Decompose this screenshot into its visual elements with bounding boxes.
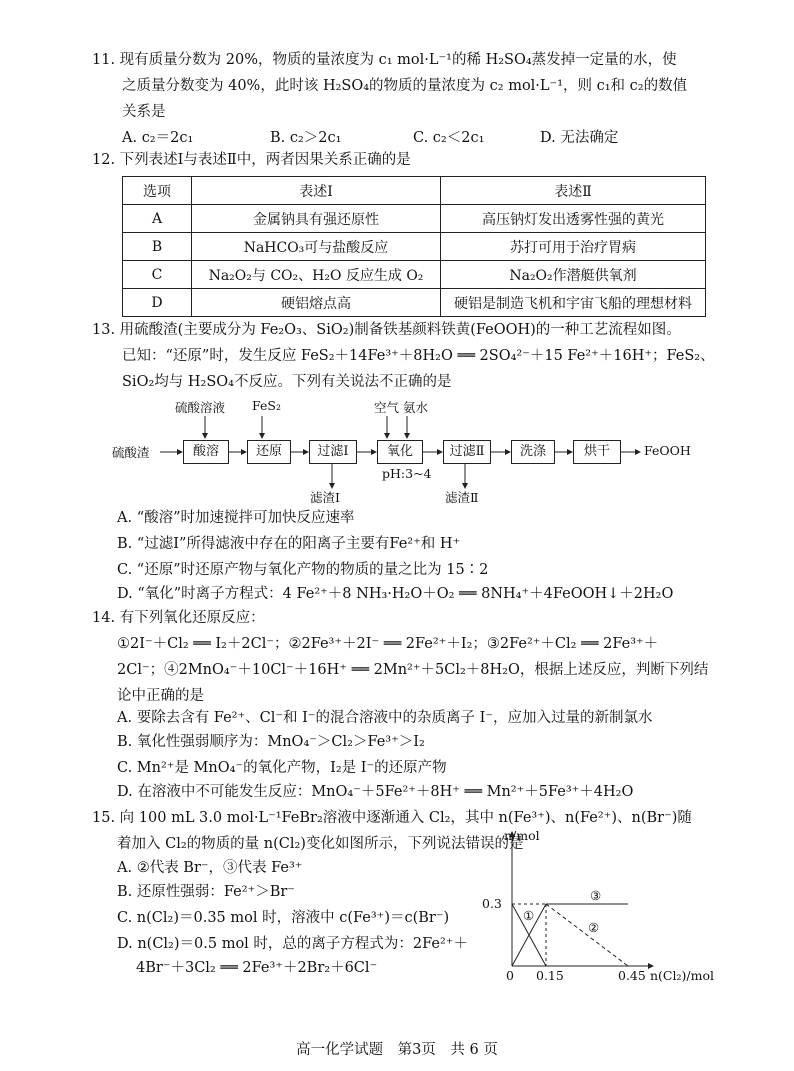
q13-line2: 已知：“还原”时，发生反应 FeS₂＋14Fe³⁺＋8H₂O ══ 2SO₄²⁻＋15 Fe²⁺＋16H⁺；FeS₂、 xyxy=(122,348,715,364)
table-cell: Na₂O₂与 CO₂、H₂O 反应生成 O₂ xyxy=(192,261,441,289)
table-cell: NaHCO₃可与盐酸反应 xyxy=(192,233,441,261)
flow-step: 烘干 xyxy=(573,440,621,464)
q15-line2: 着加入 Cl₂的物质的量 n(Cl₂)变化如图所示，下列说法错误的是 xyxy=(117,836,524,852)
q11-line1: 11. 现有质量分数为 20%，物质的量浓度为 c₁ mol·L⁻¹的稀 H₂SO₄蒸发掉一定量的水，使 xyxy=(92,52,677,68)
curve-label-2: ② xyxy=(588,920,600,935)
q11-option-b: B. c₂＞2c₁ xyxy=(270,130,342,146)
q15-option-c: C. n(Cl₂)＝0.35 mol 时，溶液中 c(Fe³⁺)＝c(Br⁻) xyxy=(117,910,450,926)
table-header-row xyxy=(123,177,706,205)
curve-label-1: ① xyxy=(523,908,535,923)
table-cell: 高压钠灯发出透雾性强的黄光 xyxy=(441,205,706,233)
table-header: 选项 xyxy=(123,177,192,205)
q14-option-c: C. Mn²⁺是 MnO₄⁻的氧化产物，I₂是 I⁻的还原产物 xyxy=(117,760,447,776)
q11-line2: 之质量分数变为 40%，此时该 H₂SO₄的物质的量浓度为 c₂ mol·L⁻¹，则 c₁和 c₂的数值 xyxy=(122,78,688,94)
flow-end-label: FeOOH xyxy=(644,443,691,458)
flow-step: 还原 xyxy=(247,440,291,464)
q13-option-c: C. “还原”时还原产物与氧化产物的物质的量之比为 15∶2 xyxy=(117,562,489,578)
flow-start-label: 硫酸渣 xyxy=(112,445,150,460)
q15-line1: 15. 向 100 mL 3.0 mol·L⁻¹FeBr₂溶液中逐渐通入 Cl₂，其中 n(Fe³⁺)、n(Fe²⁺)、n(Br⁻)随 xyxy=(92,810,692,826)
table-cell: 硬铝是制造飞机和宇宙飞船的理想材料 xyxy=(441,289,706,317)
q14-line1: 14. 有下列氧化还原反应： xyxy=(92,610,265,626)
table-row xyxy=(123,233,706,261)
q15-option-d-cont: 4Br⁻＋3Cl₂ ══ 2Fe³⁺＋2Br₂＋6Cl⁻ xyxy=(136,960,378,976)
flow-residue-label: 滤渣Ⅱ xyxy=(445,490,479,505)
flow-residue-label: 滤渣Ⅰ xyxy=(310,490,340,505)
graph-ylabel: n/mol xyxy=(504,828,540,843)
table-header: 表述Ⅱ xyxy=(441,177,706,205)
curve-2 xyxy=(546,904,628,966)
process-flow-diagram xyxy=(112,396,712,504)
q13-line1: 13. 用硫酸渣(主要成分为 Fe₂O₃、SiO₂)制备铁基颜料铁黄(FeOOH)的一种工艺流程如图。 xyxy=(92,322,681,338)
q14-line2: ①2I⁻＋Cl₂ ══ I₂＋2Cl⁻；②2Fe³⁺＋2I⁻ ══ 2Fe²⁺＋I₂；③2Fe²⁺＋Cl₂ ══ 2Fe³⁺＋ xyxy=(117,636,659,652)
q13-option-a: A. “酸溶”时加速搅拌可加快反应速率 xyxy=(117,510,355,526)
q11-option-d: D. 无法确定 xyxy=(540,130,619,146)
flow-input-label: FeS₂ xyxy=(252,398,281,413)
q15-option-d: D. n(Cl₂)＝0.5 mol 时，总的离子方程式为：2Fe²⁺＋ xyxy=(117,936,468,952)
q13-line3: SiO₂均与 H₂SO₄不反应。下列有关说法不正确的是 xyxy=(122,374,452,390)
q14-option-b: B. 氧化性强弱顺序为：MnO₄⁻＞Cl₂＞Fe³⁺＞I₂ xyxy=(117,734,425,750)
graph-xtick: 0.15 xyxy=(536,968,564,983)
flow-input-label: 硫酸溶液 xyxy=(175,400,226,415)
flow-step: 氧化 xyxy=(377,440,423,464)
q14-option-a: A. 要除去含有 Fe²⁺、Cl⁻和 I⁻的混合溶液中的杂质离子 I⁻，应加入过量的新制氯水 xyxy=(117,710,653,726)
flow-step: 过滤Ⅰ xyxy=(309,440,357,464)
q15-option-a: A. ②代表 Br⁻，③代表 Fe³⁺ xyxy=(117,860,303,876)
table-header: 表述Ⅰ xyxy=(192,177,441,205)
q11-option-a: A. c₂＝2c₁ xyxy=(122,130,194,146)
table-cell: 金属钠具有强还原性 xyxy=(192,205,441,233)
q13-option-d: D. “氧化”时离子方程式：4 Fe²⁺＋8 NH₃·H₂O＋O₂ ══ 8NH₄⁺＋4FeOOH↓＋2H₂O xyxy=(117,586,674,602)
q12-stem: 12. 下列表述Ⅰ与表述Ⅱ中，两者因果关系正确的是 xyxy=(92,152,411,168)
table-cell: A xyxy=(123,205,192,233)
flow-step: 酸溶 xyxy=(183,440,229,464)
q12-table xyxy=(122,176,706,317)
flow-step: 洗涤 xyxy=(511,440,555,464)
table-row xyxy=(123,289,706,317)
q14-line4: 论中正确的是 xyxy=(117,688,204,704)
q14-option-d: D. 在溶液中不可能发生反应：MnO₄⁻＋5Fe²⁺＋8H⁺ ══ Mn²⁺＋5Fe³⁺＋4H₂O xyxy=(117,784,634,800)
q11-line3: 关系是 xyxy=(122,104,166,120)
q14-line3: 2Cl⁻；④2MnO₄⁻＋10Cl⁻＋16H⁺ ══ 2Mn²⁺＋5Cl₂＋8H₂O，根据上述反应，判断下列结 xyxy=(117,662,709,678)
table-cell: Na₂O₂作潜艇供氧剂 xyxy=(441,261,706,289)
table-cell: C xyxy=(123,261,192,289)
graph-ytick: 0.3 xyxy=(482,896,502,911)
table-row xyxy=(123,205,706,233)
flow-step: 过滤Ⅱ xyxy=(443,440,491,464)
graph-xlabel: n(Cl₂)/mol xyxy=(650,968,714,983)
curve-label-3: ③ xyxy=(590,888,602,903)
table-cell: 苏打可用于治疗胃病 xyxy=(441,233,706,261)
q13-option-b: B. “过滤Ⅰ”所得滤液中存在的阳离子主要有Fe²⁺和 H⁺ xyxy=(117,536,461,552)
table-cell: 硬铝熔点高 xyxy=(192,289,441,317)
page-footer: 高一化学试题 第3页 共 6 页 xyxy=(296,1042,498,1058)
q11-option-c: C. c₂＜2c₁ xyxy=(413,130,485,146)
graph-plot xyxy=(478,826,718,986)
table-cell: D xyxy=(123,289,192,317)
graph-xtick: 0.45 xyxy=(618,968,646,983)
q15-option-b: B. 还原性强弱：Fe²⁺＞Br⁻ xyxy=(117,884,295,900)
table-cell: B xyxy=(123,233,192,261)
flow-ph-label: pH:3~4 xyxy=(382,466,432,481)
flow-input-label: 空气 氨水 xyxy=(374,400,428,415)
graph-origin: 0 xyxy=(506,968,514,983)
q15-graph xyxy=(478,826,718,986)
table-row xyxy=(123,261,706,289)
